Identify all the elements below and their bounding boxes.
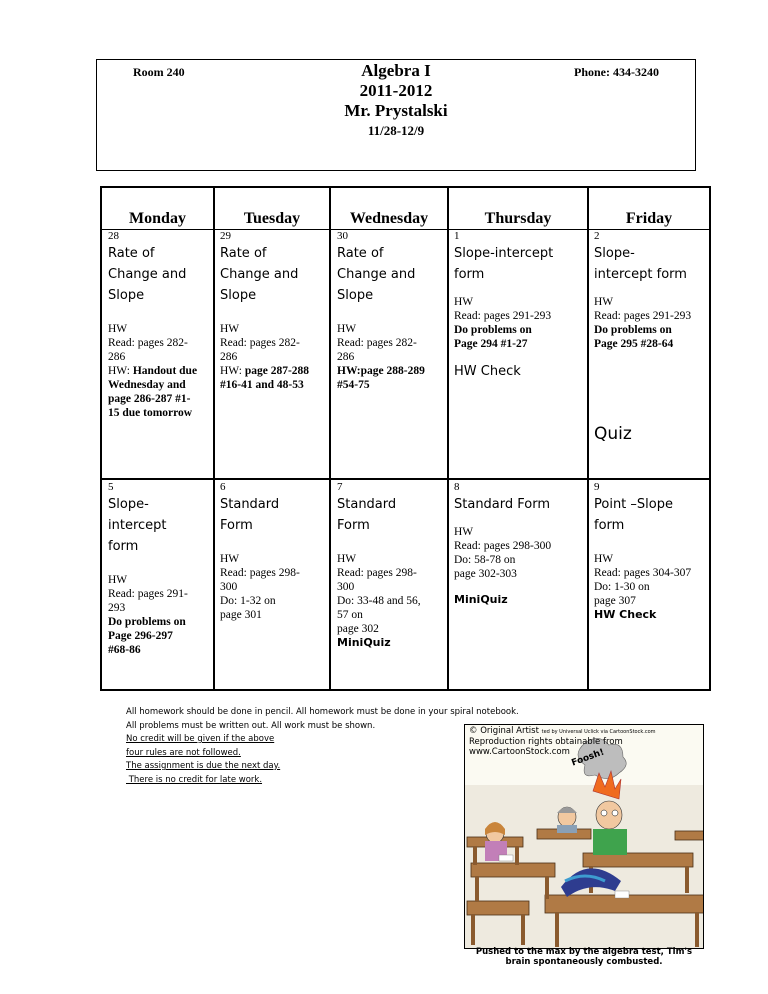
lesson-topic: Rate of Change and Slope (337, 246, 416, 303)
date-number: 2 (594, 230, 600, 242)
date-number: 28 (108, 230, 119, 242)
lesson-topic: Slope- intercept form (594, 246, 687, 282)
lesson-topic: Slope- intercept form (108, 497, 167, 554)
lesson-topic: Standard Form (454, 497, 551, 512)
homework: HW Read: pages 304-307 Do: 1-30 on page 307 HW Check (594, 552, 708, 622)
hw-check-label: HW Check (594, 608, 657, 621)
rule-line: All homework should be done in pencil. All homework must be done in your spiral notebook. (126, 707, 519, 717)
day-header-tuesday: Tuesday (243, 210, 301, 227)
homework: HW Read: pages 298- 300 Do: 1-32 on page 301 (220, 553, 300, 621)
homework-rules (126, 706, 519, 787)
cartoon-image (464, 724, 704, 949)
day-cell-mon-28 (108, 230, 211, 420)
day-header-wednesday: Wednesday (349, 210, 429, 227)
date-number: 8 (454, 481, 460, 493)
day-cell-tue-6 (220, 481, 326, 622)
day-cell-thu-1 (454, 230, 584, 379)
rule-line: four rules are not followed. (126, 747, 241, 758)
homework: HW Read: pages 282- 286 HW:page 288-289 #54-75 (337, 323, 425, 391)
rule-line: The assignment is due the next day. (126, 761, 281, 771)
lesson-topic: Standard Form (220, 497, 280, 533)
phone-number: Phone: 434-3240 (574, 65, 659, 79)
teacher-name: Mr. Prystalski (344, 101, 448, 120)
cartoon-credit: © Original Artist ted by Universal Uclick via CartoonStock.com Reproduction rights obtainable from www.CartoonStock.com (469, 726, 656, 757)
school-year: 2011-2012 (359, 81, 433, 100)
cartoon-caption: Pushed to the max by the algebra test, Tim's brain spontaneously combusted. (475, 947, 693, 967)
homework: HW Read: pages 291-293 Do problems on Page 294 #1-27 (454, 296, 552, 350)
lesson-topic: Rate of Change and Slope (220, 246, 299, 303)
miniquiz-label: MiniQuiz (454, 593, 508, 606)
date-number: 5 (108, 481, 114, 493)
day-cell-wed-30 (337, 230, 445, 392)
homework: HW Read: pages 282- 286 HW: Handout due Wednesday and page 286-287 #1- 15 due tomorrow (108, 323, 198, 419)
day-cell-thu-8 (454, 481, 584, 607)
course-name: Algebra I (361, 61, 431, 80)
cartoon-sound-effect: Foosh! (570, 747, 606, 769)
lesson-topic: Standard Form (337, 497, 397, 533)
homework: HW Read: pages 291- 293 Do problems on Page 296-297 #68-86 (108, 574, 188, 656)
rule-line: All problems must be written out. All work must be shown. (126, 720, 376, 731)
date-number: 29 (220, 230, 231, 242)
day-cell-mon-5 (108, 481, 211, 657)
day-cell-wed-7 (337, 481, 445, 650)
lesson-topic: Rate of Change and Slope (108, 246, 187, 303)
homework: HW Read: pages 291-293 Do problems on Page 295 #28-64 (594, 296, 692, 350)
weekly-calendar (100, 186, 711, 691)
room-number: Room 240 (133, 65, 185, 79)
rule-line: No credit will be given if the above (126, 734, 275, 744)
date-number: 6 (220, 481, 226, 493)
date-number: 1 (454, 230, 460, 242)
miniquiz-label: MiniQuiz (337, 636, 391, 649)
lesson-topic: Point –Slope form (594, 497, 673, 533)
homework: HW Read: pages 298- 300 Do: 33-48 and 56, 57 on page 302 MiniQuiz (337, 552, 445, 650)
day-header-monday: Monday (129, 210, 186, 227)
date-number: 7 (337, 481, 343, 493)
day-cell-tue-29 (220, 230, 326, 392)
day-cell-fri-9 (594, 481, 708, 622)
homework: HW Read: pages 282- 286 HW: page 287-288 #16-41 and 48-53 (220, 323, 310, 391)
rule-line: There is no credit for late work. (126, 774, 263, 785)
date-range: 11/28-12/9 (367, 123, 425, 138)
day-header-thursday: Thursday (484, 210, 552, 227)
quiz-label: Quiz (594, 424, 632, 444)
homework: HW Read: pages 298-300 Do: 58-78 on page 302-303 MiniQuiz (454, 525, 584, 607)
hw-check-label: HW Check (454, 364, 521, 379)
date-number: 30 (337, 230, 348, 242)
lesson-topic: Slope-intercept form (454, 246, 554, 282)
day-header-friday: Friday (625, 210, 673, 227)
date-number: 9 (594, 481, 600, 493)
day-cell-fri-2 (594, 230, 708, 476)
course-header (96, 59, 696, 171)
